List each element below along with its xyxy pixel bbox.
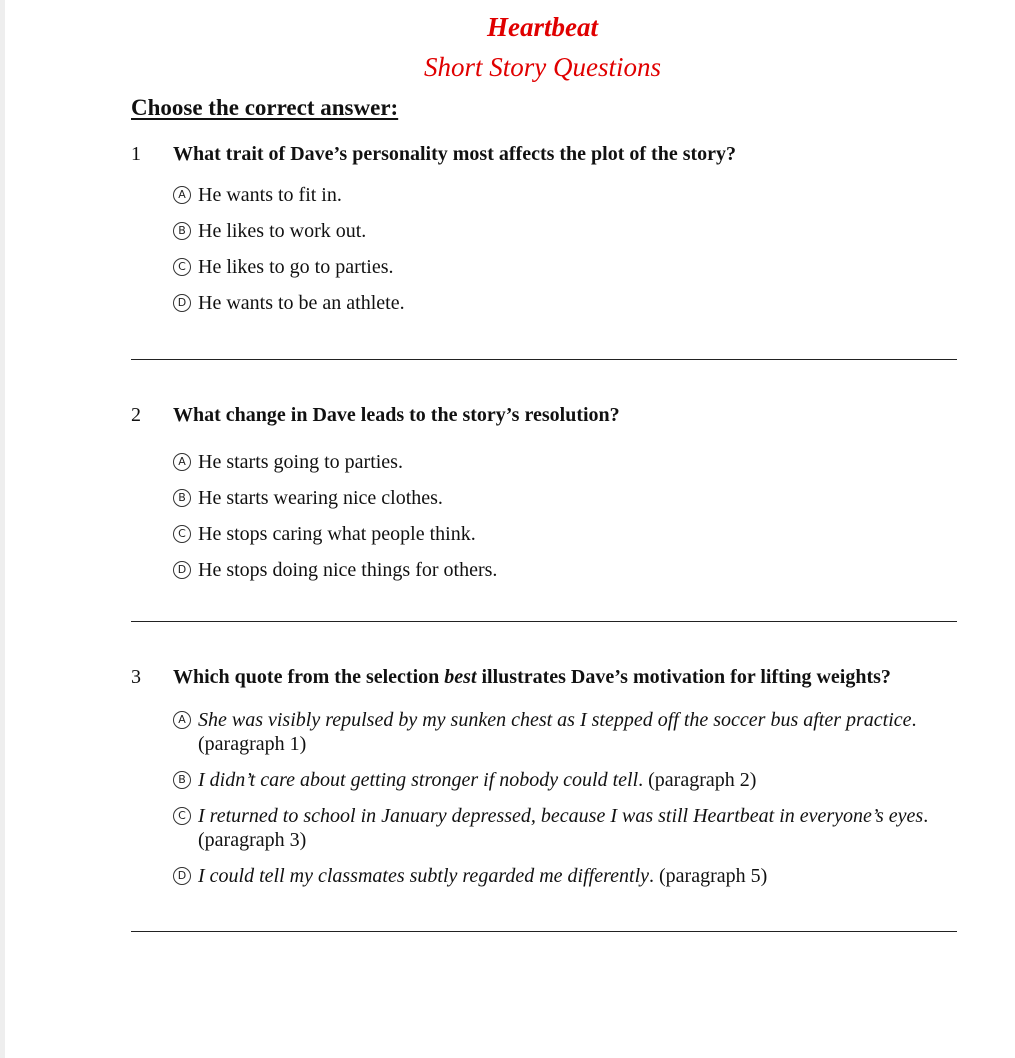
question-number: 1: [131, 143, 141, 165]
page-title: Heartbeat: [487, 12, 598, 42]
option-letter-a[interactable]: A: [173, 711, 191, 729]
option-text: [198, 864, 957, 888]
option-text: [198, 768, 957, 792]
option-reference: . (paragraph 2): [638, 769, 757, 791]
option-text: He wants to fit in.: [198, 184, 342, 206]
option-b[interactable]: [173, 486, 957, 510]
option-b[interactable]: [173, 768, 957, 792]
option-text: He wants to be an athlete.: [198, 292, 405, 314]
option-letter-a[interactable]: A: [173, 453, 191, 471]
question-2: [131, 404, 957, 594]
option-c[interactable]: [173, 804, 957, 852]
option-letter-d[interactable]: D: [173, 294, 191, 312]
answer-options: [173, 708, 957, 888]
section-divider: [131, 359, 957, 360]
answer-options: [173, 450, 957, 582]
question-emphasis: best: [444, 666, 477, 688]
option-c[interactable]: [173, 522, 957, 546]
option-text: He stops doing nice things for others.: [198, 559, 498, 581]
question-3: [131, 666, 957, 900]
question-number: 3: [131, 666, 141, 688]
option-letter-c[interactable]: C: [173, 807, 191, 825]
option-reference: . (paragraph 5): [649, 865, 768, 887]
option-reference: . (paragraph 1): [198, 709, 917, 755]
option-d[interactable]: [173, 291, 957, 315]
question-text-start: Which quote from the selection: [173, 666, 445, 688]
answer-options: [173, 183, 957, 315]
option-letter-a[interactable]: A: [173, 186, 191, 204]
option-d[interactable]: [173, 864, 957, 888]
option-text: He likes to go to parties.: [198, 256, 394, 278]
section-divider: [131, 931, 957, 932]
question-text: [173, 666, 957, 689]
option-text: [198, 804, 957, 852]
page-left-edge: [0, 0, 5, 1058]
option-quote: She was visibly repulsed by my sunken chest as I stepped off the soccer bus after practice: [198, 709, 912, 731]
option-text: [198, 708, 957, 756]
option-text: He starts wearing nice clothes.: [198, 487, 443, 509]
option-a[interactable]: [173, 450, 957, 474]
option-text: He likes to work out.: [198, 220, 367, 242]
option-quote: I didn’t care about getting stronger if nobody could tell: [198, 769, 639, 791]
option-a[interactable]: [173, 708, 957, 756]
option-d[interactable]: [173, 558, 957, 582]
option-quote: I returned to school in January depressed, because I was still Heartbeat in everyone’s eyes: [198, 805, 924, 827]
option-reference: . (paragraph 3): [198, 805, 929, 851]
instructions-heading: Choose the correct answer:: [131, 95, 399, 120]
option-letter-d[interactable]: D: [173, 867, 191, 885]
section-divider: [131, 621, 957, 622]
option-text: He stops caring what people think.: [198, 523, 476, 545]
question-number: 2: [131, 404, 141, 426]
option-b[interactable]: [173, 219, 957, 243]
question-text-end: illustrates Dave’s motivation for lifting weights?: [476, 666, 891, 688]
option-letter-b[interactable]: B: [173, 771, 191, 789]
option-quote: I could tell my classmates subtly regarded me differently: [198, 865, 650, 887]
option-letter-b[interactable]: B: [173, 222, 191, 240]
option-a[interactable]: [173, 183, 957, 207]
option-letter-d[interactable]: D: [173, 561, 191, 579]
option-letter-b[interactable]: B: [173, 489, 191, 507]
page-subtitle: Short Story Questions: [423, 52, 661, 82]
question-text: What trait of Dave’s personality most affects the plot of the story?: [173, 143, 737, 165]
question-text: What change in Dave leads to the story’s resolution?: [173, 404, 620, 426]
question-1: [131, 143, 957, 327]
option-letter-c[interactable]: C: [173, 258, 191, 276]
option-text: He starts going to parties.: [198, 451, 403, 473]
option-c[interactable]: [173, 255, 957, 279]
option-letter-c[interactable]: C: [173, 525, 191, 543]
